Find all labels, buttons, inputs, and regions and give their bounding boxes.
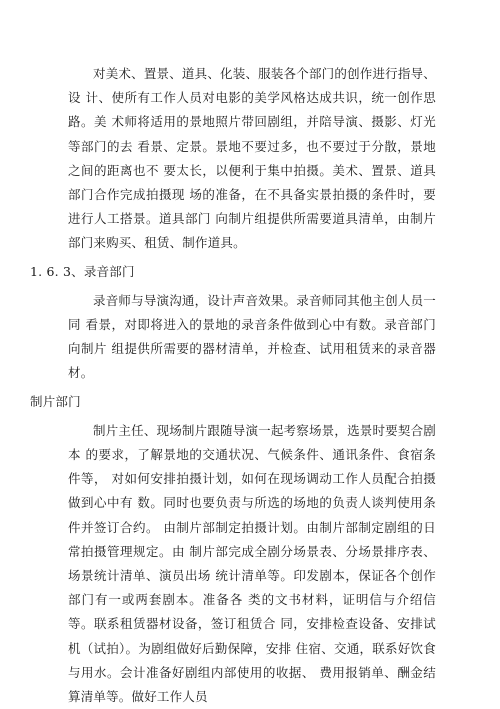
document-body: [30, 62, 436, 709]
section-heading-production-department: 制片部门: [30, 394, 81, 410]
art-department-paragraph: 对美术、置景、道具、化装、服装各个部门的创作进行指导、设 计、使所有工作人员对电影的美学风格达成共识，统一创作思路。美 术师将适用的景地照片带回剧组，并陪导演、摄影、灯光等部门的去 看景、定景。景地不要过多，也不要过于分散，景地之间的距离也不 要太长，以便利于集中拍摄。美术、置景、道具部门合作完成拍摄现 场的准备，在不具备实景拍摄的条件时，要进行人工搭景。道具部门 向制片组提供所需要道具清单，由制片部门来购买、租赁、制作道具。: [68, 66, 436, 251]
production-department-paragraph: 制片主任、现场制片跟随导演一起考察场景，选景时要契合剧本 的要求，了解景地的交通状况、气候条件、通讯条件、食宿条件等， 对如何安排拍摄计划，如何在现场调动工作人员配合拍摄做到心中有 数。同时也要负责与所选的场地的负责人谈判使用条件并签订合约。 由制片部制定拍摄计划。由制片部制定剧组的日常拍摄管理规定。由 制片部完成全剧分场景表、分场景排序表、场景统计清单、演员出场 统计清单等。印发剧本，保证各个创作部门有一或两套剧本。准备各 类的文书材料，证明信与介绍信等。联系租赁器材设备，签订租赁合 同，安排检查设备、安排试机（试拍）。为剧组做好后勤保障，安排 住宿、交通，联系好饮食与用水。会计准备好剧组内部使用的收据、 费用报销单、酬金结算清单等。做好工作人员: [68, 422, 436, 705]
section-heading-sound-department: 1. 6. 3、录音部门: [30, 264, 135, 280]
sound-department-paragraph: 录音师与导演沟通，设计声音效果。录音师同其他主创人员一同 看景，对即将进入的景地的录音条件做到心中有数。录音部门向制片 组提供所需要的器材清单，并检查、试用租赁来的录音器材。: [68, 292, 436, 381]
